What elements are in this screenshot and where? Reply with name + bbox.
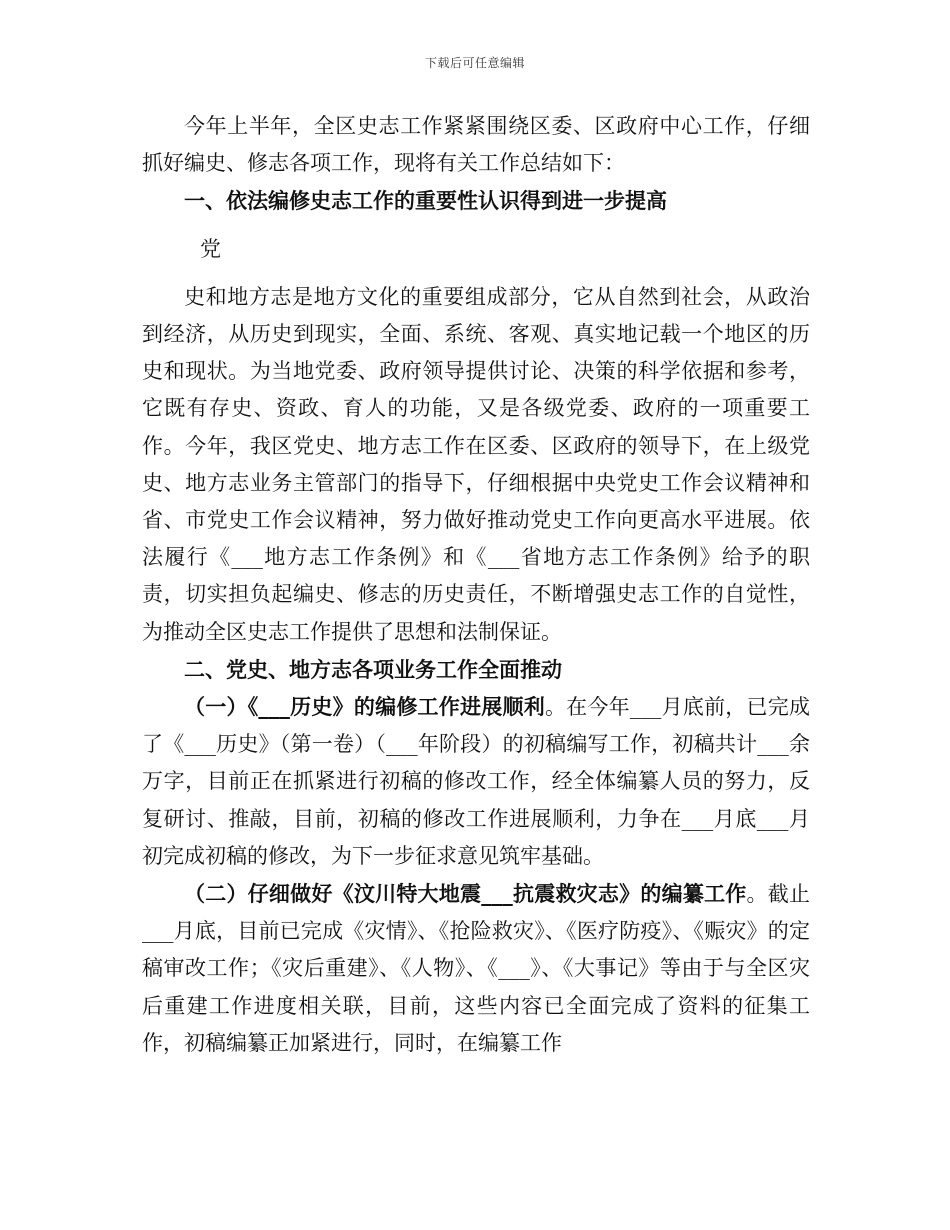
subsection-1-paragraph: [142, 688, 810, 875]
intro-paragraph: 今年上半年，全区史志工作紧紧围绕区委、区政府中心工作，仔细抓好编史、修志各项工作，现将有关工作总结如下：: [142, 114, 810, 176]
subsection-1-text: 。在今年___月底前，已完成了《___历史》（第一卷）（___年阶段）的初稿编写工作，初稿共计___余万字，目前正在抓紧进行初稿的修改工作，经全体编纂人员的努力，反复研讨、推敲，目前，初稿的修改工作进展顺利，力争在___月底___月初完成初稿的修改，为下一步征求意见筑牢基础。: [142, 695, 811, 868]
stray-character: 党: [200, 236, 221, 261]
subsection-2-paragraph: [142, 875, 810, 1062]
section-heading-2: 二、党史、地方志各项业务工作全面推动: [184, 656, 562, 682]
subsection-2-text: 。截止___月底，目前已完成《灾情》、《抢险救灾》、《医疗防疫》、《赈灾》的定稿审改工作；《灾后重建》、《人物》、《___》、《大事记》等由于与全区灾后重建工作进度相关联，目前，这些内容已全面完成了资料的征集工作，初稿编纂正加紧进行，同时，在编纂工作: [142, 882, 811, 1055]
subsection-2-heading: （二）仔细做好《汶川特大地震___抗震救灾志》的编纂工作: [184, 881, 747, 907]
document-body: [142, 108, 810, 1062]
page-header: 下载后可任意编辑: [424, 56, 525, 70]
section-heading-1: 一、依法编修史志工作的重要性认识得到进一步提高: [184, 188, 667, 214]
subsection-1-heading: （一）《___历史》的编修工作进展顺利: [184, 694, 545, 720]
section-1-paragraph: 史和地方志是地方文化的重要组成部分，它从自然到社会，从政治到经济，从历史到现实，全面、系统、客观、真实地记载一个地区的历史和现状。为当地党委、政府领导提供讨论、决策的科学依据和参考，它既有存史、资政、育人的功能，又是各级党委、政府的一项重要工作。今年，我区党史、地方志工作在区委、区政府的领导下，在上级党史、地方志业务主管部门的指导下，仔细根据中央党史工作会议精神和省、市党史工作会议精神，努力做好推动党史工作向更高水平进展。依法履行《___地方志工作条例》和《___省地方志工作条例》给予的职责，切实担负起编史、修志的历史责任，不断增强史志工作的自觉性，为推动全区史志工作提供了思想和法制保证。: [142, 284, 810, 644]
